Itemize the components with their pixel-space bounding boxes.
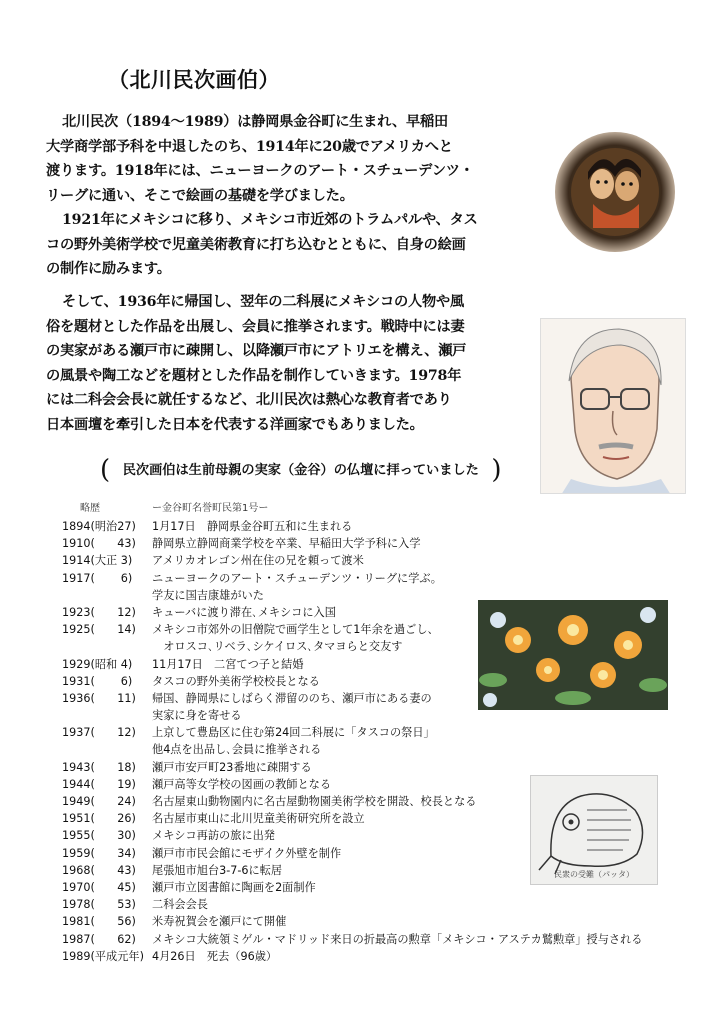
note-close-paren: ) [491, 455, 502, 485]
history-year: 1914(大正 3) [62, 554, 133, 568]
portrait-face-icon [541, 319, 686, 494]
history-year: 1910( 43) [62, 537, 136, 551]
history-event: 米寿祝賀会を瀬戸にて開催 [152, 915, 287, 929]
history-event: 学友に国吉康雄がいた [152, 588, 264, 602]
paragraph-2 [46, 208, 478, 282]
paragraph-line: コの野外美術学校で児童美術教育に打ち込むとともに、自身の絵画 [46, 236, 466, 253]
paragraph-line: の制作に励みます。 [46, 261, 171, 277]
history-year: 1925( 14) [62, 623, 136, 637]
print-caption: 民衆の受難（パッタ） [554, 870, 634, 879]
history-event: 4月26日 死去（96歳） [152, 949, 278, 963]
history-year: 1959( 34) [62, 846, 136, 860]
print-artwork-image [530, 775, 658, 885]
history-event: 1月17日 静岡県金谷町五和に生まれる [152, 520, 353, 533]
paragraph-line: 渡ります。1918年には、ニューヨークのアート・スチューデンツ・ [46, 163, 474, 179]
note [100, 455, 502, 485]
paragraph-line: 1921年にメキシコに移り、メキシコ市近郊のトラムパルや、タス [62, 212, 478, 228]
paragraph-line: には二科会会長に就任するなど、北川民次は熱心な教育者であり [46, 392, 452, 408]
history-event: キューバに渡り滞在､メキシコに入国 [152, 605, 336, 619]
history-event: 名古屋東山動物園内に名古屋動物園美術学校を開設、校長となる [152, 795, 477, 808]
history-year: 1968( 43) [62, 863, 136, 877]
history-year: 1923( 12) [62, 605, 136, 619]
history-year: 1944( 19) [62, 777, 136, 791]
history-year: 1931( 6) [62, 674, 133, 688]
history-year: 1989(平成元年) [62, 949, 144, 963]
history-event: 静岡県立静岡商業学校を卒業、早稲田大学予科に入学 [152, 537, 421, 551]
paragraph-line: 日本画壇を牽引した日本を代表する洋画家でもありました。 [46, 416, 424, 433]
history-event: 尾張旭市旭台3-7-6に転居 [152, 863, 283, 877]
history-year: 1987( 62) [62, 932, 136, 946]
ceramic-plate-image [555, 132, 675, 252]
history-event: メキシコ市郊外の旧僧院で画学生として1年余を過ごし、 [152, 623, 439, 637]
history-year: 1937( 12) [62, 726, 136, 740]
flowers-icon [478, 600, 668, 710]
paragraph-line: の風景や陶工などを題材とした作品を制作していきます。1978年 [46, 367, 462, 384]
history-year: 1917( 6) [62, 571, 133, 585]
history-event: 実家に身を寄せる [152, 709, 242, 723]
history-event: 他4点を出品し､会員に推挙される [152, 743, 322, 757]
history-event: 瀬戸市立図書館に陶画を2面制作 [152, 880, 316, 894]
paragraph-line: の実家がある瀬戸市に疎開し、以降瀬戸市にアトリエを構え、瀬戸 [46, 343, 467, 359]
history-year: 1894(明治27) [62, 520, 136, 533]
history-year: 1943( 18) [62, 760, 136, 774]
plate-figures-icon [555, 132, 675, 252]
history-year: 1981( 56) [62, 915, 136, 929]
flower-painting-image [478, 600, 668, 710]
portrait-sketch-image [540, 318, 686, 494]
note-text: 民次画伯は生前母親の実家（金谷）の仏壇に拝っていました [122, 463, 479, 478]
paragraph-1 [46, 110, 474, 208]
history-event: 瀬戸市安戸町23番地に疎開する [152, 760, 312, 774]
history-event: 二科会会長 [152, 898, 208, 912]
history-event: 上京して豊島区に住む第24回二科展に「タスコの祭日」 [152, 726, 435, 740]
history-event: 名古屋市東山に北川児童美術研究所を設立 [152, 812, 365, 826]
history-subtitle: ー金谷町名誉町民第1号ー [152, 503, 269, 514]
page-title: （北川民次画伯） [108, 67, 280, 92]
paragraph-line: 北川民次（1894～1989）は静岡県金谷町に生まれ、早稲田 [62, 114, 448, 130]
history-event: メキシコ大統領ミゲル・マドリッド来日の折最高の勲章「メキシコ・アステカ鷲勲章」授与される [152, 932, 643, 946]
history-event: タスコの野外美術学校校長となる [152, 674, 320, 688]
paragraph-line: そして、1936年に帰国し、翌年の二科展にメキシコの人物や風 [62, 294, 464, 310]
history-event: 瀬戸高等女学校の図画の教師となる [152, 777, 332, 791]
history-event: アメリカオレゴン州在住の兄を頼って渡米 [152, 554, 364, 568]
history-event: 11月17日 二宮てつ子と結婚 [152, 657, 304, 671]
history-event: ニューヨークのアート・スチューデンツ・リーグに学ぶ。 [152, 571, 442, 585]
history-event: メキシコ再訪の旅に出発 [152, 829, 275, 843]
history-year: 1955( 30) [62, 829, 136, 843]
paragraph-3 [46, 290, 467, 437]
history-year: 1978( 53) [62, 898, 136, 912]
history-year: 1951( 26) [62, 812, 136, 826]
history-year: 1970( 45) [62, 880, 136, 894]
history-year: 1949( 24) [62, 795, 136, 808]
history-year: 1929(昭和 4) [62, 657, 133, 671]
paragraph-line: リーグに通い、そこで絵画の基礎を学びました。 [46, 187, 354, 204]
history-event: オロスコ､リベラ､シケイロス､タマヨらと交友す [152, 640, 403, 654]
paragraph-line: 俗を題材とした作品を出展し、会員に推挙されます。戦時中には妻 [46, 318, 465, 335]
history-label: 略歴 [80, 503, 100, 514]
paragraph-line: 大学商学部予科を中退したのち、1914年に20歳でアメリカへと [46, 138, 453, 155]
note-open-paren: ( [100, 455, 111, 485]
history-event: 帰国、静岡県にしばらく滞留ののち、瀬戸市にある妻の [152, 691, 432, 705]
history-year: 1936( 11) [62, 691, 136, 705]
history-event: 瀬戸市市民会館にモザイク外壁を制作 [152, 846, 342, 860]
